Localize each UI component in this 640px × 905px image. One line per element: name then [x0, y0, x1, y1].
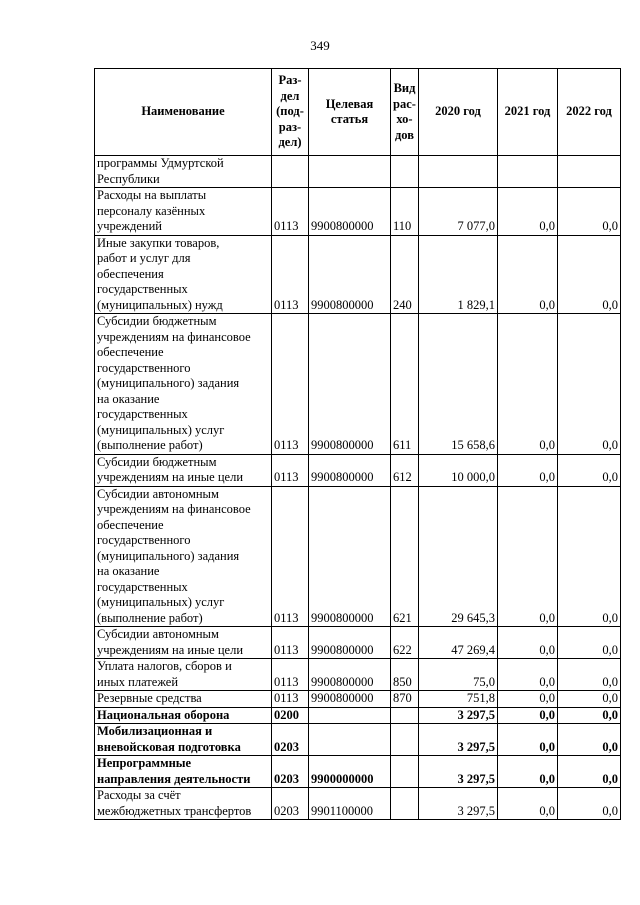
- row-name-line: на оказание: [97, 564, 160, 578]
- row-name: [95, 724, 272, 756]
- header-expense-line: Вид: [393, 81, 416, 95]
- row-2020: 7 077,0: [419, 188, 498, 236]
- row-expense: 622: [391, 627, 419, 659]
- row-target: 9900800000: [309, 659, 391, 691]
- row-2021: 0,0: [498, 707, 558, 724]
- table-row: [95, 156, 621, 188]
- table-row: [95, 788, 621, 820]
- row-section: 0203: [272, 788, 309, 820]
- row-name-line: Иные закупки товаров,: [97, 235, 220, 250]
- row-2022: 0,0: [558, 627, 621, 659]
- row-name-line: Национальная оборона: [97, 707, 230, 722]
- row-2021: 0,0: [498, 756, 558, 788]
- row-name-line: учреждениям на финансовое: [97, 502, 251, 516]
- header-expense-line: хо-: [396, 112, 413, 126]
- row-name-line: работ и услуг для: [97, 251, 191, 265]
- row-section: 0203: [272, 756, 309, 788]
- row-name-line: Непрограммные: [97, 756, 192, 770]
- row-name: [95, 627, 272, 659]
- row-name-line: учреждениям на иные цели: [97, 470, 244, 484]
- row-2021: 0,0: [498, 314, 558, 455]
- header-expense-line: дов: [394, 127, 414, 142]
- row-target: 9900800000: [309, 627, 391, 659]
- row-name-line: Субсидии автономным: [97, 627, 219, 641]
- row-2021: 0,0: [498, 454, 558, 486]
- row-name-line: (муниципальных) нужд: [97, 297, 223, 312]
- table-row: [95, 486, 621, 627]
- row-name-line: вневойсковая подготовка: [97, 739, 241, 754]
- row-name-line: государственных: [97, 579, 188, 594]
- row-expense: 611: [391, 314, 419, 455]
- row-2020: 75,0: [419, 659, 498, 691]
- row-name-line: Республики: [97, 171, 160, 186]
- row-name-line: (муниципального) задания: [97, 376, 240, 390]
- row-expense: [391, 756, 419, 788]
- row-section: 0113: [272, 486, 309, 627]
- row-2021: 0,0: [498, 188, 558, 236]
- row-2021: 0,0: [498, 486, 558, 627]
- table-row: [95, 659, 621, 691]
- row-section: 0113: [272, 235, 309, 314]
- row-name-line: учреждениям на финансовое: [97, 329, 251, 344]
- row-expense: [391, 788, 419, 820]
- row-2020: 3 297,5: [419, 724, 498, 756]
- row-expense: 870: [391, 691, 419, 708]
- row-2020: 1 829,1: [419, 235, 498, 314]
- header-section-line: (под-: [276, 104, 304, 119]
- row-section: 0113: [272, 454, 309, 486]
- row-section: 0113: [272, 627, 309, 659]
- row-section: 0113: [272, 188, 309, 236]
- row-2022: 0,0: [558, 314, 621, 455]
- header-section: [272, 69, 309, 156]
- row-target: 9900800000: [309, 314, 391, 455]
- row-target: [309, 156, 391, 188]
- row-name: [95, 235, 272, 314]
- row-name: [95, 486, 272, 627]
- row-name: [95, 454, 272, 486]
- row-name: [95, 156, 272, 188]
- row-name-line: межбюджетных трансфертов: [97, 803, 252, 818]
- table-row: [95, 724, 621, 756]
- row-section: 0113: [272, 691, 309, 708]
- row-name-line: Расходы на выплаты: [97, 188, 207, 202]
- row-name-line: (выполнение работ): [97, 610, 203, 625]
- row-2020: 751,8: [419, 691, 498, 708]
- row-name-line: обеспечение: [97, 517, 164, 532]
- row-2021: 0,0: [498, 627, 558, 659]
- row-2022: 0,0: [558, 724, 621, 756]
- table-header-row: [95, 69, 621, 156]
- row-2022: [558, 156, 621, 188]
- row-target: [309, 707, 391, 724]
- table-row: [95, 235, 621, 314]
- table-row: [95, 454, 621, 486]
- row-name-line: обеспечения: [97, 266, 164, 281]
- row-2021: [498, 156, 558, 188]
- row-name-line: государственного: [97, 360, 191, 375]
- row-name: [95, 188, 272, 236]
- header-2021: 2021 год: [498, 69, 558, 156]
- row-expense: 850: [391, 659, 419, 691]
- row-target: 9901100000: [309, 788, 391, 820]
- row-target: 9900800000: [309, 486, 391, 627]
- row-name: [95, 659, 272, 691]
- row-2021: 0,0: [498, 788, 558, 820]
- row-name: [95, 756, 272, 788]
- row-expense: 110: [391, 188, 419, 236]
- header-expense-line: рас-: [393, 96, 416, 111]
- row-section: 0113: [272, 314, 309, 455]
- row-name-line: государственных: [97, 407, 188, 421]
- header-2020: 2020 год: [419, 69, 498, 156]
- row-expense: [391, 156, 419, 188]
- row-section: 0200: [272, 707, 309, 724]
- row-name-line: обеспечение: [97, 345, 164, 359]
- row-2020: 3 297,5: [419, 707, 498, 724]
- row-section: [272, 156, 309, 188]
- header-section-line: дел): [278, 135, 302, 150]
- table-row: [95, 756, 621, 788]
- header-section-line: раз-: [278, 119, 302, 134]
- row-target: 9900800000: [309, 235, 391, 314]
- row-expense: 240: [391, 235, 419, 314]
- header-section-line: Раз-: [278, 73, 302, 88]
- row-section: 0113: [272, 659, 309, 691]
- row-2022: 0,0: [558, 691, 621, 708]
- row-2021: 0,0: [498, 724, 558, 756]
- row-name-line: Уплата налогов, сборов и: [97, 659, 232, 673]
- table-body: [95, 156, 621, 820]
- row-2020: 3 297,5: [419, 788, 498, 820]
- row-target: 9900800000: [309, 454, 391, 486]
- row-name-line: (выполнение работ): [97, 438, 203, 452]
- budget-table: [94, 68, 621, 820]
- table-row: [95, 691, 621, 708]
- row-name-line: учреждений: [97, 219, 162, 233]
- row-name-line: государственных: [97, 282, 188, 296]
- table-row: [95, 707, 621, 724]
- row-2021: 0,0: [498, 659, 558, 691]
- row-2020: 3 297,5: [419, 756, 498, 788]
- row-2022: 0,0: [558, 707, 621, 724]
- row-name-line: учреждениям на иные цели: [97, 642, 244, 657]
- row-2022: 0,0: [558, 788, 621, 820]
- row-name-line: Субсидии бюджетным: [97, 454, 217, 469]
- row-name-line: персоналу казённых: [97, 203, 206, 218]
- row-2022: 0,0: [558, 235, 621, 314]
- row-name-line: Мобилизационная и: [97, 724, 213, 738]
- row-expense: [391, 707, 419, 724]
- row-name-line: (муниципального) задания: [97, 548, 240, 563]
- row-expense: 621: [391, 486, 419, 627]
- row-2021: 0,0: [498, 691, 558, 708]
- row-expense: [391, 724, 419, 756]
- row-name-line: Субсидии бюджетным: [97, 314, 217, 328]
- row-name: [95, 788, 272, 820]
- row-name-line: Субсидии автономным: [97, 486, 219, 501]
- row-name-line: Резервные средства: [97, 691, 202, 705]
- header-section-line: дел: [280, 88, 300, 103]
- row-expense: 612: [391, 454, 419, 486]
- row-section: 0203: [272, 724, 309, 756]
- row-target: 9900000000: [309, 756, 391, 788]
- row-2022: 0,0: [558, 756, 621, 788]
- row-name-line: направления деятельности: [97, 771, 251, 786]
- row-name-line: программы Удмуртской: [97, 156, 224, 170]
- row-name-line: (муниципальных) услуг: [97, 595, 225, 609]
- row-2022: 0,0: [558, 659, 621, 691]
- row-name-line: (муниципальных) услуг: [97, 422, 225, 437]
- page-number: 349: [310, 38, 330, 53]
- row-name-line: иных платежей: [97, 674, 179, 689]
- row-target: [309, 724, 391, 756]
- table-row: [95, 188, 621, 236]
- header-2022: 2022 год: [558, 69, 621, 156]
- header-name: Наименование: [95, 69, 272, 156]
- row-2022: 0,0: [558, 188, 621, 236]
- table-row: [95, 627, 621, 659]
- row-2020: 10 000,0: [419, 454, 498, 486]
- header-expense: [391, 69, 419, 156]
- row-name-line: государственного: [97, 533, 191, 547]
- row-name: [95, 691, 272, 708]
- header-target: [309, 69, 391, 156]
- header-target-line: Целевая: [325, 96, 374, 111]
- row-2020: 47 269,4: [419, 627, 498, 659]
- row-target: 9900800000: [309, 691, 391, 708]
- row-2020: [419, 156, 498, 188]
- row-name-line: Расходы за счёт: [97, 788, 181, 802]
- row-name: [95, 707, 272, 724]
- row-2022: 0,0: [558, 486, 621, 627]
- header-target-line: статья: [330, 112, 369, 126]
- row-target: 9900800000: [309, 188, 391, 236]
- row-name-line: на оказание: [97, 391, 160, 406]
- row-2021: 0,0: [498, 235, 558, 314]
- row-2022: 0,0: [558, 454, 621, 486]
- row-2020: 15 658,6: [419, 314, 498, 455]
- row-name: [95, 314, 272, 455]
- table-row: [95, 314, 621, 455]
- row-2020: 29 645,3: [419, 486, 498, 627]
